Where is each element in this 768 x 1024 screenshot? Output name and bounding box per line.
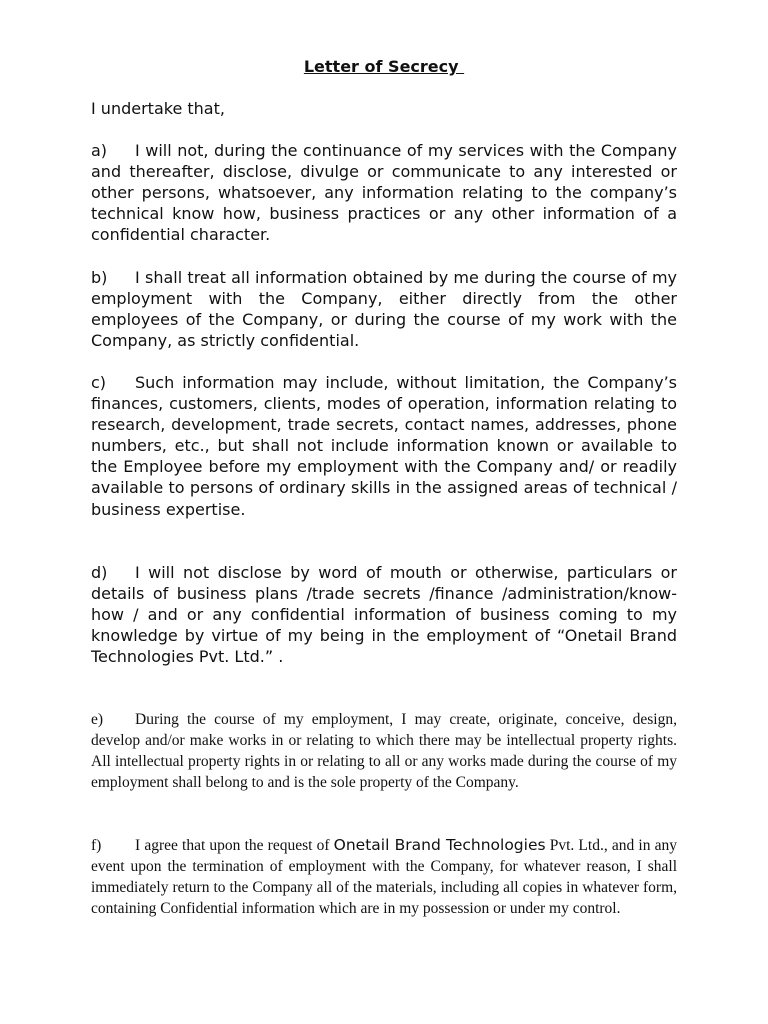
clause-a-text: I will not, during the continuance of my services with the Company and thereafter, disclose, divulge or communicate to any interested or other persons, whatsoever, any information relating to the company’s technical know how, business practices or any other information of a confidential character.	[91, 141, 677, 245]
clause-e	[91, 709, 677, 793]
clause-b-marker: b)	[91, 268, 108, 287]
clause-f	[91, 835, 677, 919]
clause-f-brand: Onetail Brand Technologies	[333, 836, 546, 854]
clause-c	[91, 372, 677, 520]
clause-a-marker: a)	[91, 141, 108, 160]
clause-d-text: I will not disclose by word of mouth or otherwise, particulars or details of business plans /trade secrets /finance /administration/know-how / and or any confidential information of business coming to my knowledge by virtue of my being in the employment of “Onetail Brand Technologies Pvt. Ltd.” .	[91, 563, 677, 667]
clause-d-marker: d)	[91, 563, 108, 582]
clause-c-text: Such information may include, without limitation, the Company’s finances, customers, clients, modes of operation, information relating to research, development, trade secrets, contact names, addresses, phone numbers, etc., but shall not include information known or available to the Employee before my employment with the Company and/ or readily available to persons of ordinary skills in the assigned areas of technical / business expertise.	[91, 373, 677, 519]
document-title: Letter of Secrecy	[303, 57, 465, 76]
clause-b-text: I shall treat all information obtained by me during the course of my employment with the Company, either directly from the other employees of the Company, or during the course of my work with the Company, as strictly confidential.	[91, 268, 677, 351]
clause-f-text-after: Pvt. Ltd., and in any event upon the termination of employment with the Company, for whatever reason, I shall immediately return to the Company all of the materials, including all copies in whatever form, containing Confidential information which are in my possession or under my control.	[91, 837, 677, 918]
clause-a	[91, 140, 677, 245]
clause-c-marker: c)	[91, 373, 107, 392]
clause-f-text-before: I agree that upon the request of	[135, 837, 334, 854]
clause-b	[91, 267, 677, 351]
intro-line: I undertake that,	[91, 99, 225, 118]
clause-f-marker: f)	[91, 837, 102, 854]
clause-e-text: During the course of my employment, I may create, originate, conceive, design, develop and/or make works in or relating to which there may be intellectual property rights. All intellectual property rights in or relating to all or any works made during the course of my employment shall belong to and is the sole property of the Company.	[91, 711, 677, 792]
clause-d	[91, 562, 677, 667]
clause-e-marker: e)	[91, 711, 104, 728]
